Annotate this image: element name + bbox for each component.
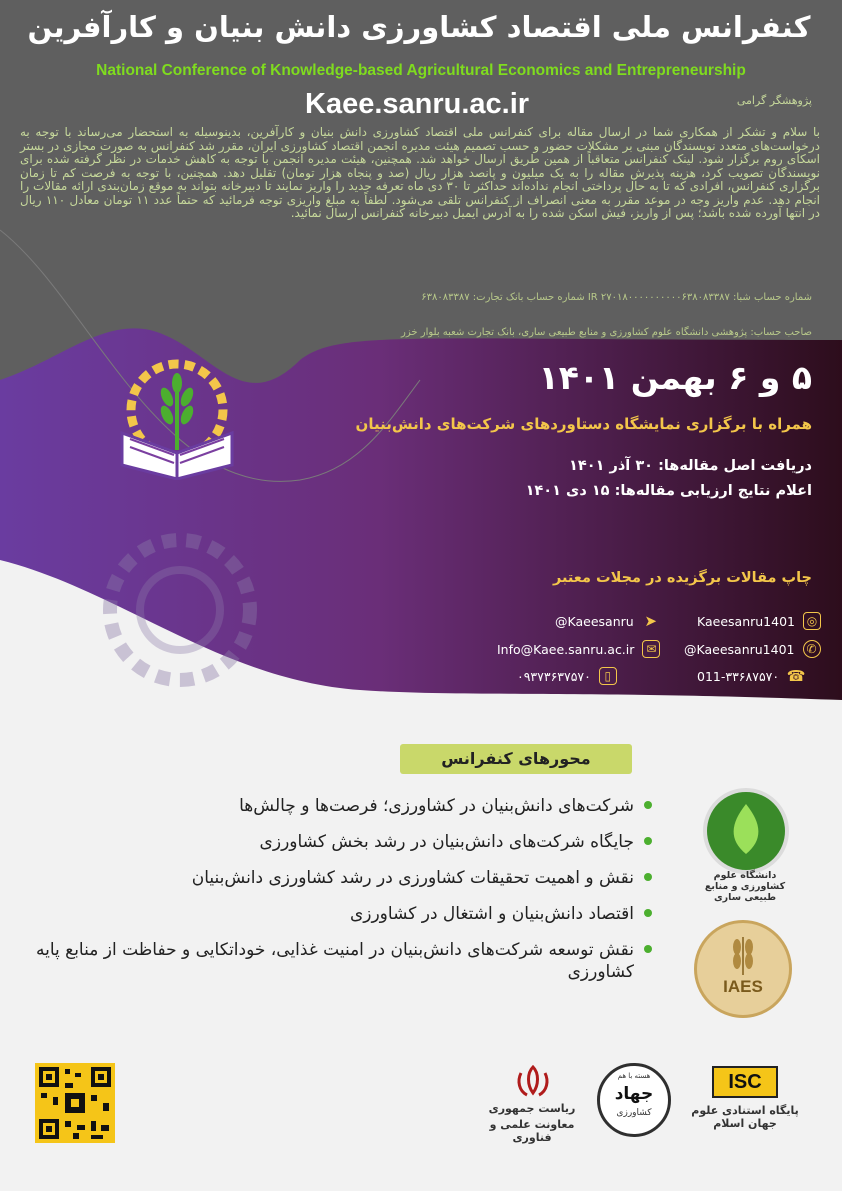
whatsapp-handle: @Kaeesanru1401 [684, 641, 795, 657]
iaes-logo [694, 920, 792, 1018]
bullet-icon [644, 945, 652, 953]
email-icon: ✉ [642, 640, 660, 658]
conference-date: ۵ و ۶ بهمن ۱۴۰۱ [538, 358, 812, 397]
axis-item: نقش توسعه شرکت‌های دانش‌بنیان در امنیت غذایی، خوداتکایی و حفاظت از منابع پایه کشاورزی [22, 939, 652, 983]
letter-salutation: پژوهشگر گرامی [736, 94, 812, 107]
axis-item: شرکت‌های دانش‌بنیان در کشاورزی؛ فرصت‌ها و چالش‌ها [22, 795, 652, 817]
wheat-icon [697, 923, 789, 983]
mobile-number: ۰۹۳۷۳۶۳۷۵۷۰ [517, 668, 591, 684]
jahad-top-label: هسته با هم [617, 1072, 651, 1080]
bullet-icon [644, 873, 652, 881]
presidency-line-2: معاونت علمی و فناوری [489, 1118, 575, 1144]
deadline-receive: دریافت اصل مقاله‌ها: ۳۰ آذر ۱۴۰۱ [569, 458, 812, 474]
deadline-results: اعلام نتایج ارزیابی مقاله‌ها: ۱۵ دی ۱۴۰۱ [525, 483, 812, 499]
instagram-icon: ◎ [803, 612, 821, 630]
instagram-handle: Kaeesanru1401 [697, 613, 795, 629]
qr-code-icon[interactable] [35, 1063, 115, 1143]
bank-account-line: شماره حساب شبا: IR ۲۷۰۱۸۰۰۰۰۰۰۰۰۰۰۶۳۸۰۸۳۳۸۷ شماره حساب بانک تجارت: ۶۳۸۰۸۳۳۸۷ [421, 292, 812, 303]
account-owner-line: صاحب حساب: پژوهشی دانشگاه علوم کشاورزی و منابع طبیعی ساری، بانک تجارت شعبه بلوار خزر [401, 327, 812, 338]
letter-body: با سلام و تشکر از همکاری شما در ارسال مقاله برای کنفرانس ملی اقتصاد کشاورزی دانش بنیان و کارآفرین، بدینوسیله به استحضار می‌رساند با توجه به درخواست‌های متعدد نویسندگان مبنی بر مشکلات حضور و حسب تصمیم هیئت مدیره انجمن اقتصاد کشاورزی ایران، مقرر شد کنفرانس به صورت مجازی در بستر اسکای روم برگزار شود. لینک کنفرانس متعاقباً از همین طریق ارسال خواهد شد. همچنین، هیئت مدیره انجمن با توجه به کاهش خدمات در نظر گرفته شده برای نویسندگان تصویب کرد، هزینه پذیرش مقاله را به یک میلیون و پانصد هزار ریال (صد و پنجاه هزار تومان) تقلیل دهد. همچنین، با توجه به فرصت کم تا زمان برگزاری کنفرانس، افرادی که تا به حال پرداختی انجام نداده‌اند حداکثر تا ۳۰ دی ماه تعرفه جدید را واریز نمایند تا دبیرخانه بتواند به موقع زمان‌بندی ارائه مقالات را انجام دهد. عدم واریز وجه در موعد مقرر به معنی انصراف از کنفرانس تلقی می‌شود. لطفاً به مبلغ واریزی توجه فرمائید که حتماً عدد ۱۱ تومان معادل ۱۱۰ ریال در انتها آورده شده باشد؛ پس از واریز، فیش اسکن شده را به آدرس ایمیل دبیرخانه کنفرانس ارسال نمائید. [20, 125, 821, 220]
website-link[interactable]: Kaee.sanru.ac.ir [305, 88, 530, 120]
conference-title-en: National Conference of Knowledge-based Agricultural Economics and Entrepreneurship [96, 62, 746, 79]
phone-number: 011-۳۳۶۸۷۵۷۰ [697, 668, 780, 684]
telegram-handle: @Kaeesanru [555, 613, 634, 629]
mobile-phone-icon: ▯ [599, 667, 617, 685]
isc-logo: ISC [712, 1066, 778, 1098]
jahad-logo [597, 1063, 671, 1137]
axis-item: جایگاه شرکت‌های دانش‌بنیان در رشد بخش کشاورزی [22, 831, 652, 853]
university-name: دانشگاه علوم کشاورزی و منابع طبیعی ساری [704, 870, 786, 903]
phone-contact[interactable] [697, 667, 805, 685]
axes-list [22, 795, 652, 997]
telegram-contact[interactable] [555, 612, 660, 630]
conference-title-fa: کنفرانس ملی اقتصاد کشاورزی دانش بنیان و کارآفرین [27, 10, 811, 44]
iran-emblem-icon [513, 1063, 553, 1099]
axes-heading: محورهای کنفرانس [400, 744, 632, 774]
iaes-label: IAES [723, 977, 763, 996]
leaf-drop-icon [707, 792, 785, 870]
whatsapp-contact[interactable] [684, 640, 821, 658]
jahad-sub-label: کشاورزی [616, 1108, 652, 1118]
bullet-icon [644, 909, 652, 917]
university-logo [703, 788, 789, 874]
journals-note: چاپ مقالات برگزیده در مجلات معتبر [552, 570, 812, 586]
isc-caption: پایگاه استنادی علوم جهان اسلام [691, 1104, 799, 1130]
axis-item: اقتصاد دانش‌بنیان و اشتغال در کشاورزی [22, 903, 652, 925]
conference-logo-icon [112, 355, 242, 480]
gear-decoration-icon [90, 520, 270, 700]
presidency-line-1: ریاست جمهوری [488, 1102, 576, 1115]
mobile-contact[interactable] [517, 667, 617, 685]
bullet-icon [644, 837, 652, 845]
exhibition-note: همراه با برگزاری نمایشگاه دستاوردهای شرکت‌های دانش‌بنیان [355, 415, 812, 433]
email-contact[interactable] [497, 640, 660, 658]
axis-item: نقش و اهمیت تحقیقات کشاورزی در رشد کشاورزی دانش‌بنیان [22, 867, 652, 889]
email-address: Info@Kaee.sanru.ac.ir [497, 641, 635, 657]
instagram-contact[interactable] [697, 612, 821, 630]
telegram-icon: ➤ [644, 612, 657, 630]
phone-icon: ☎ [786, 667, 806, 685]
bullet-icon [644, 801, 652, 809]
jahad-label: جهاد [614, 1084, 654, 1104]
whatsapp-icon: ✆ [803, 640, 821, 658]
